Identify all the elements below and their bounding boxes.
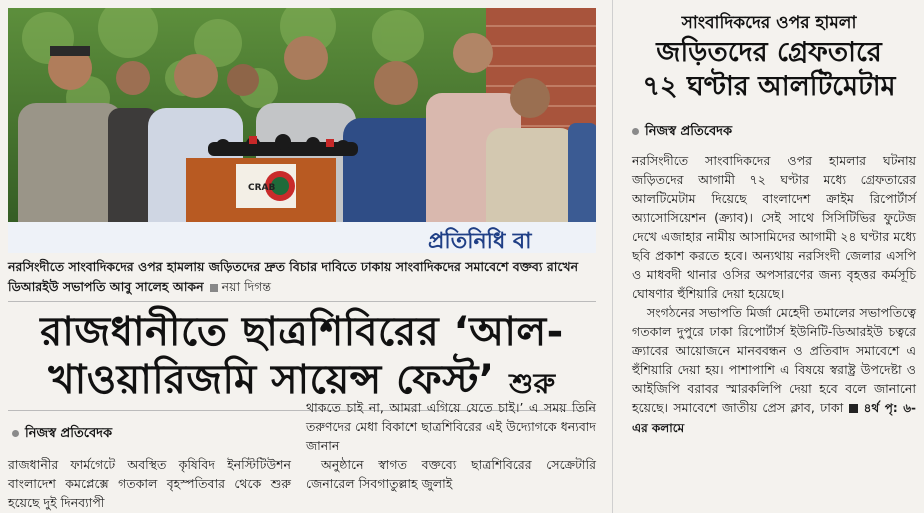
banner-text: প্রতিনিধি বা: [428, 229, 532, 253]
podium-logo: CRAB: [248, 183, 276, 193]
byline-text: নিজস্ব প্রতিবেদক: [645, 124, 733, 139]
paragraph-text: সংগঠনের সভাপতি মির্জা মেহেদী তমালের সভাপতিত্বে গতকাল দুপুরে ঢাকা রিপোর্টার্স ইউনিটি-ডিআরইউ চত্বরে ক্র্যাবের আয়োজনে মানববন্ধন ও প্রতিবাদ সমাবেশে এ হুঁশিয়ারি দেয়া হয়। পাশাপাশি এ বিষয়ে স্বরাষ্ট্র উপদেষ্টা ও আইজিপি বরাবর স্মারকলিপি দেয়া হবে বলে জানানো হয়েছে। সমাবেশে জাতীয় প্রেস ক্লাব, ঢাকা: [632, 305, 916, 415]
left-story-column-1: [8, 455, 291, 512]
press-conference-image: [8, 8, 596, 253]
caption-source: নয়া দিগন্ত: [221, 279, 272, 294]
headline-line-1: রাজধানীতে ছাত্রশিবিরের ‘আল-: [40, 309, 564, 355]
column-divider: [612, 0, 613, 513]
right-story-body: [632, 151, 916, 438]
left-story-byline: [12, 425, 282, 443]
right-story-byline: [632, 123, 912, 141]
headline-line-1: জড়িতদের গ্রেফতারে: [656, 37, 882, 68]
news-photo: [8, 8, 596, 253]
jump-marker-icon: [849, 404, 858, 413]
paragraph: রাজধানীর ফার্মগেটে অবস্থিত কৃষিবিদ ইনস্টিটিউশন বাংলাদেশ কমপ্লেক্সে গতকাল বৃহস্পতিবার থেকে শুরু হয়েছে দুই দিনব্যাপী: [8, 457, 291, 510]
left-story-column-2: [306, 398, 596, 493]
right-story-kicker: সাংবাদিকদের ওপর হামলা: [681, 13, 857, 33]
byline-bullet-icon: [12, 430, 19, 437]
paragraph: থাকতে চাই না, আমরা এগিয়ে যেতে চাই।’ এ সময় তিনি তরুণদের মেধা বিকাশে ছাত্রশিবিরের এই উদ্যোগকে ধন্যবাদ জানান: [306, 400, 596, 453]
source-marker-icon: [210, 284, 218, 292]
headline-suffix: শুরু: [509, 367, 556, 400]
headline-line-2: ৭২ ঘণ্টার আলটিমেটাম: [642, 71, 896, 102]
paragraph: অনুষ্ঠানে স্বাগত বক্তব্যে ছাত্রশিবিরের সেক্রেটারি জেনারেল সিবগাতুল্লাহ জুলাই: [306, 457, 596, 491]
left-story-headline: [8, 308, 596, 408]
paragraph: নরসিংদীতে সাংবাদিকদের ওপর হামলার ঘটনায় জড়িতদের আগামী ৭২ ঘণ্টার মধ্যে গ্রেফতারের আলটিমেটাম দিয়েছে বাংলাদেশ ক্রাইম রিপোর্টার্স অ্যাসোসিয়েশন (ক্র্যাব)। সেই সাথে সিসিটিভির ফুটেজ দেখে এজাহার নামীয় আসামিদের আগামী ২৪ ঘণ্টার মধ্যে ছবি প্রকাশ করতে হবে। অন্যথায় নরসিংদী জেলার এসপি ও মাধবদী থানার ওসির অপসারণের জন্য বৃহত্তর কর্মসূচি ঘোষণার হুঁশিয়ারি দেয়া হয়েছে।: [632, 153, 916, 301]
continued-on-link[interactable]: ৪র্থ পৃ: ৬-এর কলামে: [632, 401, 916, 435]
right-story-headline: [622, 36, 916, 104]
byline-bullet-icon: [632, 128, 639, 135]
headline-line-2: খাওয়ারিজমি সায়েন্স ফেস্ট’: [48, 357, 495, 403]
divider: [8, 301, 596, 302]
caption-text: নরসিংদীতে সাংবাদিকদের ওপর হামলায় জড়িতদের দ্রুত বিচার দাবিতে ঢাকায় সাংবাদিকদের সমাবেশে বক্তব্য রাখেন ডিআরইউ সভাপতি আবু সালেহ আকন: [8, 259, 579, 294]
paragraph: [632, 303, 916, 438]
photo-caption: [8, 257, 596, 297]
byline-text: নিজস্ব প্রতিবেদক: [25, 426, 113, 441]
